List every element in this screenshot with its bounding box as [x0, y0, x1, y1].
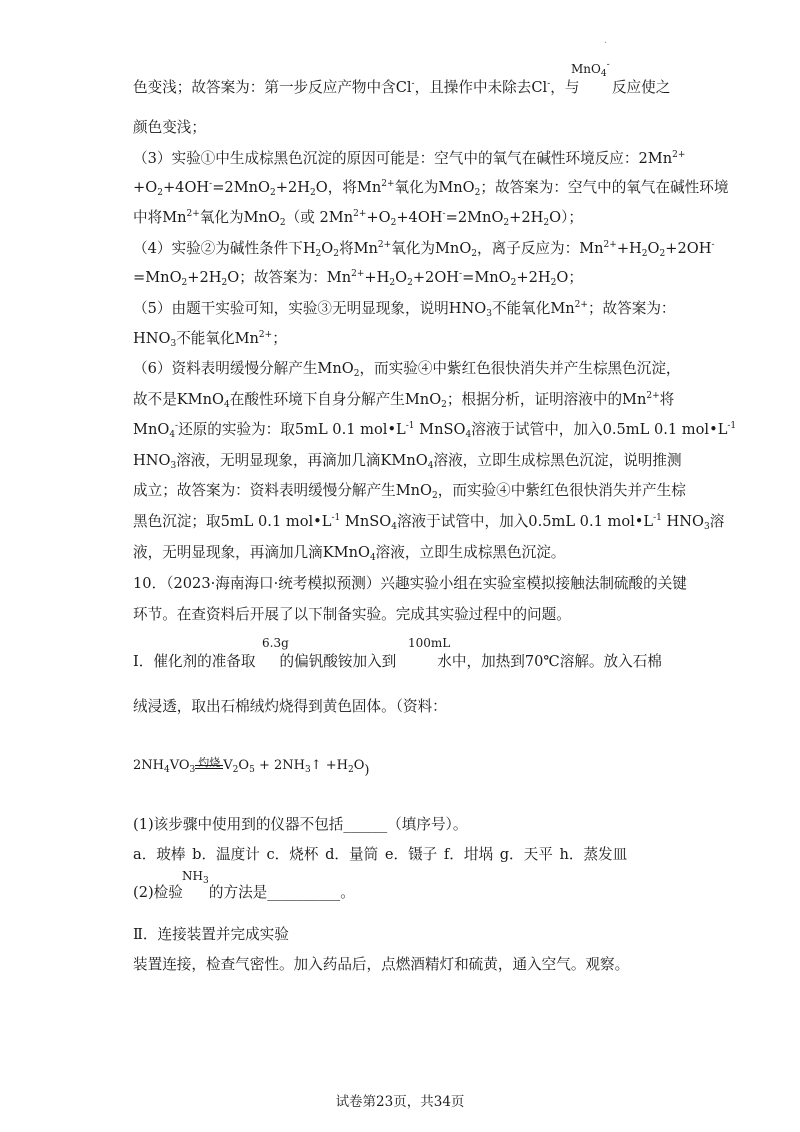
- chem: Cl: [395, 79, 412, 96]
- answer-6-line-7: 液，无明显现象，再滴加几滴KMnO$_4$溶液，立即生成棕黑色沉淀。: [133, 544, 566, 563]
- scan-dot: ·: [604, 38, 608, 49]
- question-10-line-1: 10．（2023·海南海口·统考模拟预测）兴趣实验小组在实验室模拟接触法制硫酸的关键: [133, 575, 687, 592]
- text: ，且操作中未除去: [414, 79, 532, 96]
- answer-5-line-1: （5）由题干实验可知，实验③无明显现象，说明$HNO_3$不能氧化$Mn^{2+}$；故答案为：: [133, 300, 676, 319]
- answer-6-line-2: 故不是KMnO$_4$在酸性环境下自身分解产生MnO$_2$；根据分析，证明溶液中的$Mn^{2+}$将: [133, 391, 675, 410]
- answer-6-line-5: 成立；故答案为：资料表明缓慢分解产生MnO$_2$，而实验④中紫红色很快消失并产生棕: [133, 482, 686, 501]
- reaction-equation: $2NH_4VO_3$ 灼烧 $V_2O_5$ + $2NH_3↑ +H_2O$): [133, 756, 370, 778]
- question-10-line-2: 环节。在查资料后开展了以下制备实验。完成其实验过程中的问题。: [133, 606, 571, 623]
- question-1: (1)该步骤中使用到的仪器不包括______（填序号）。: [133, 816, 468, 833]
- section-1-line-1: Ⅰ．催化剂的准备取 的偏钒酸铵加入到 水中，加热到70℃溶解。放入石棉: [133, 653, 662, 670]
- equation-condition: 灼烧: [195, 767, 223, 769]
- answer-3-line-3: 中将$Mn^{2+}$氧化为MnO$_2$（或 $2Mn^{2+}+O_2+4OH^-=2MnO_2+2H_2O$）；: [133, 209, 583, 228]
- answer-3-line-2: $+O_2+4OH^-=2MnO_2+2H_2O$，将$Mn^{2+}$氧化为MnO$_2$；故答案为：空气中的氧气在碱性环境: [133, 179, 729, 198]
- answer-6-line-6: 黑色沉淀；取5mL 0.1 $mol•L^{-1}$ MnSO$_4$溶液于试管中，加入0.5mL 0.1 $mol•L^{-1}$ $HNO_3$溶: [133, 513, 725, 532]
- answer-5-line-2: $HNO_3$不能氧化$Mn^{2+}$；: [133, 330, 287, 349]
- nh3-formula: $NH_3$: [182, 869, 209, 886]
- text: 反应使之: [611, 79, 671, 96]
- answer-line-1: 色变浅；故答案为：第一步反应产物中含Cl-，且操作中未除去Cl-，与 反应使之: [133, 79, 671, 96]
- section-1-line-2: 绒浸透，取出石棉绒灼烧得到黄色固体。（资料：: [133, 698, 447, 715]
- section-2-title: Ⅱ．连接装置并完成实验: [133, 926, 289, 943]
- answer-6-line-4: $HNO_3$溶液，无明显现象，再滴加几滴KMnO$_4$溶液，立即生成棕黑色沉淀，说明推测: [133, 452, 682, 471]
- mass-value: 6.3g: [262, 636, 289, 650]
- section-2-text: 装置连接，检查气密性。加入药品后，点燃酒精灯和硫黄，通入空气。观察。: [133, 956, 630, 973]
- answer-line-2: 颜色变浅；: [133, 119, 206, 136]
- mno4-formula: MnO$_4$-: [571, 60, 610, 79]
- question-2: (2)检验 的方法是__________。: [133, 884, 355, 901]
- answer-3-line-1: （3）实验①中生成棕黑色沉淀的原因可能是：空气中的氧气在碱性环境反应：$2Mn^{2+}$: [133, 150, 686, 167]
- answer-6-line-3: MnO$_4$-还原的实验为：取5mL 0.1 $mol•L^{-1}$ MnSO$_4$溶液于试管中，加入0.5mL 0.1 $mol•L^{-1}$: [133, 421, 737, 440]
- chem: Cl: [531, 79, 548, 96]
- question-1-options: a．玻棒 b．温度计 c．烧杯 d．量筒 e．镊子 f．坩埚 g．天平 h．蒸发皿: [133, 846, 628, 863]
- answer-6-line-1: （6）资料表明缓慢分解产生MnO$_2$，而实验④中紫红色很快消失并产生棕黑色沉淀，: [133, 360, 681, 379]
- answer-4-line-1: （4）实验②为碱性条件下$H_2O_2$将$Mn^{2+}$氧化为MnO$_2$，离子反应为：$Mn^{2+}+H_2O_2+2OH^-$: [133, 240, 715, 259]
- answer-4-line-2: $=MnO_2+2H_2O$；故答案为：$Mn^{2+}+H_2O_2+2OH^-=MnO_2+2H_2O$；: [133, 269, 583, 288]
- page-footer: 试卷第23页，共34页: [335, 1094, 465, 1110]
- text: ，与: [550, 79, 580, 96]
- volume-value: 100mL: [408, 636, 451, 650]
- text: 色变浅；故答案为：第一步反应产物中含: [133, 79, 396, 96]
